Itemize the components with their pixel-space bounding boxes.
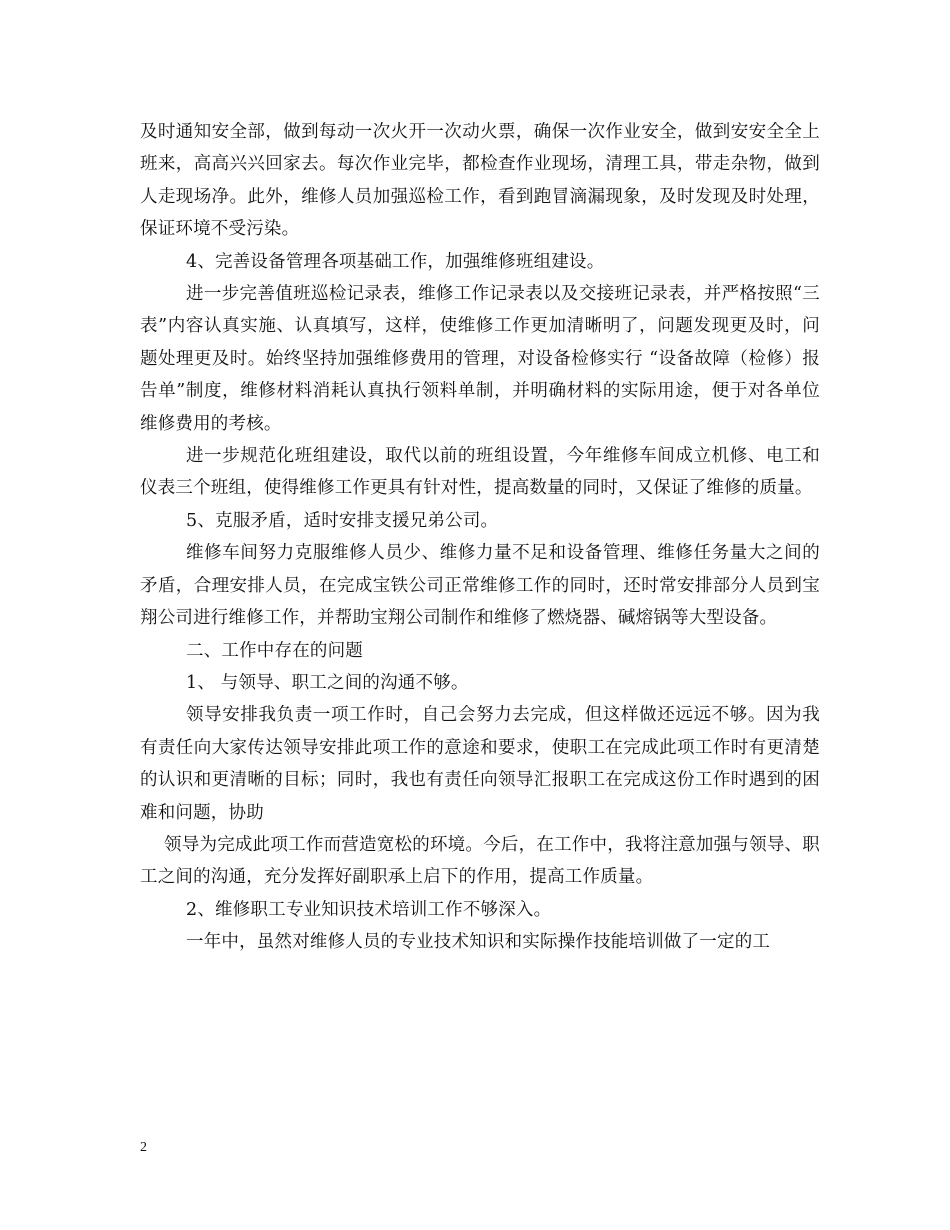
heading-problem-2: 2、维修职工专业知识技术培训工作不够深入。: [186, 899, 552, 920]
paragraph-continuation: 及时通知安全部，做到每动一次火开一次动火票，确保一次作业安全，做到安安全全上班来，高高兴兴回家去。每次作业完毕，都检查作业现场，清理工具，带走杂物，做到人走现场净。此外，维修人员加强巡检工作，看到跑冒滴漏现象，及时发现及时处理，保证环境不受污染。: [140, 122, 820, 240]
heading-item-4: 4、完善设备管理各项基础工作，加强维修班组建设。: [186, 251, 605, 272]
paragraph-training: 一年中，虽然对维修人员的专业技术知识和实际操作技能培训做了一定的工: [186, 932, 771, 953]
heading-item-5: 5、克服矛盾，适时安排支援兄弟公司。: [186, 510, 499, 531]
paragraph-support: 维修车间努力克服维修人员少、维修力量不足和设备管理、维修任务量大之间的矛盾，合理安排人员，在完成宝铁公司正常维修工作的同时，还时常安排部分人员到宝翔公司进行维修工作，并帮助宝翔公司制作和维修了燃烧器、碱熔锅等大型设备。: [140, 543, 820, 629]
heading-problem-1: 1、 与领导、职工之间的沟通不够。: [186, 672, 469, 693]
paragraph-records: 进一步完善值班巡检记录表，维修工作记录表以及交接班记录表，并严格按照“三表”内容认真实施、认真填写，这样，使维修工作更加清晰明了，问题发现更及时，问题处理更及时。始终坚持加强维修费用的管理，对设备检修实行 “设备故障（检修）报告单”制度，维修材料消耗认真执行领料单制，并明确材料的实际用途，便于对各单位维修费用的考核。: [140, 284, 820, 434]
paragraph-team-building: 进一步规范化班组建设，取代以前的班组设置，今年维修车间成立机修、电工和仪表三个班组，使得维修工作更具有针对性，提高数量的同时，又保证了维修的质量。: [140, 446, 820, 499]
page-number: 2: [140, 1140, 147, 1155]
paragraph-communication: 领导安排我负责一项工作时，自己会努力去完成，但这样做还远远不够。因为我有责任向大家传达领导安排此项工作的意途和要求，使职工在完成此项工作时有更清楚的认识和更清晰的目标；同时，我也有责任向领导汇报职工在完成这份工作时遇到的困难和问题，协助: [140, 705, 820, 823]
section-heading-problems: 二、工作中存在的问题: [186, 640, 363, 661]
paragraph-communication-continued: 领导为完成此项工作而营造宽松的环境。今后，在工作中，我将注意加强与领导、职工之间的沟通，充分发挥好副职承上启下的作用，提高工作质量。: [140, 834, 820, 888]
document-body: [140, 116, 820, 959]
